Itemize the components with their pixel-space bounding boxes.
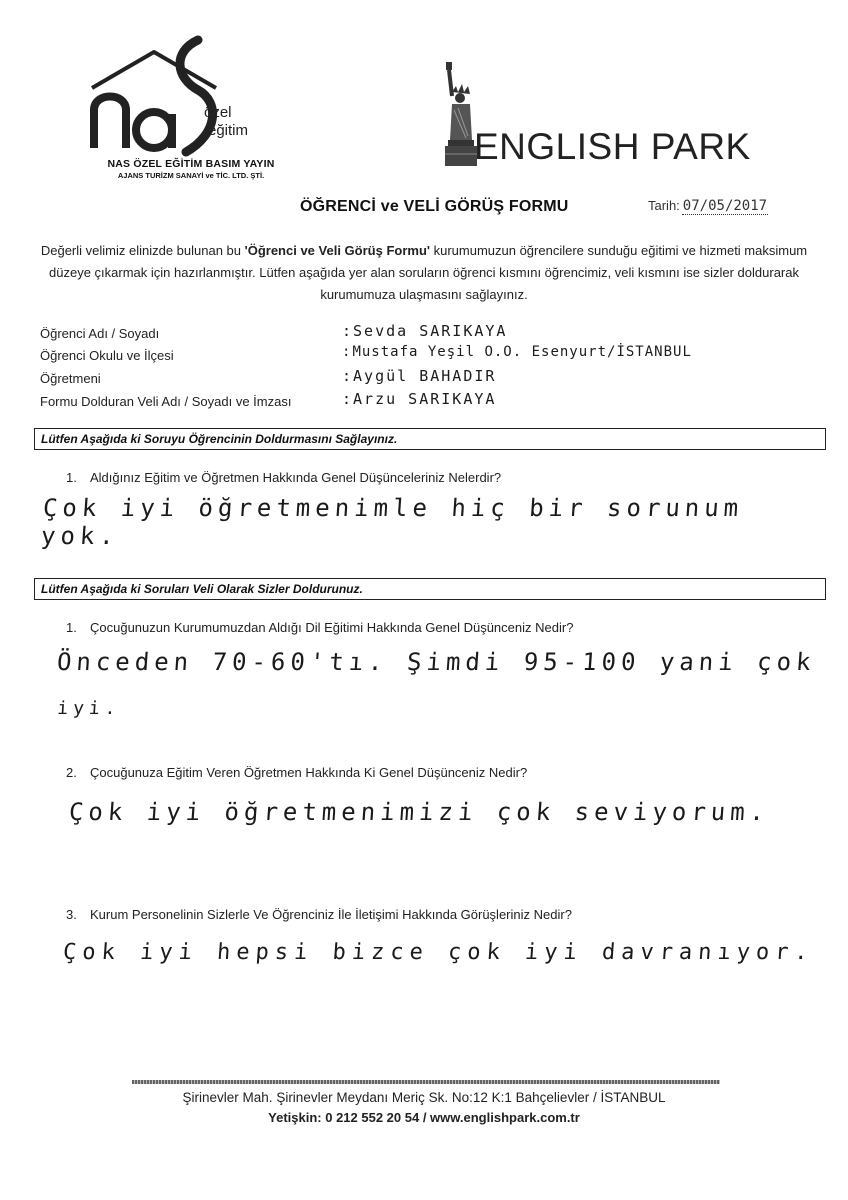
date-value: 07/05/2017 (682, 198, 768, 214)
question-number: 1. (66, 620, 77, 635)
nas-egitim-text: eğitim (208, 122, 249, 139)
student-question-1 (66, 470, 501, 485)
parent-question-2 (66, 765, 527, 780)
student-name-value: : Sevda SARIKAYA (342, 322, 508, 340)
student-school-label: Öğrenci Okulu ve İlçesi (40, 348, 174, 363)
intro-suffix: kurumumuzun öğrencilere sunduğu eğitimi ve hizmeti maksimum düzeye çıkarmak için hazırlanmıştır. Lütfen aşağıda yer alan soruların öğrenci kısmını öğrencimiz, veli kısmını ise sizler doldurarak kurumumuza ulaşmasını sağlayınız. (49, 243, 808, 302)
footer-contact: Yetişkin: 0 212 552 20 54 / www.englishpark.com.tr (268, 1110, 580, 1125)
english-park-logo (440, 60, 780, 170)
question-number: 1. (66, 470, 77, 485)
question-text: Aldığınız Eğitim ve Öğretmen Hakkında Genel Düşünceleriniz Nelerdir? (90, 470, 502, 485)
date-label: Tarih: (648, 198, 680, 213)
teacher-text: Aygül BAHADIR (353, 367, 497, 385)
english-park-text: ENGLISH PARK (474, 126, 751, 167)
intro-form-name: 'Öğrenci ve Veli Görüş Formu' (244, 243, 430, 258)
footer-divider (132, 1080, 720, 1084)
question-number: 2. (66, 765, 77, 780)
parent-text: Arzu SARIKAYA (353, 390, 497, 408)
question-text: Çocuğunuzun Kurumumuzdan Aldığı Dil Eğitimi Hakkında Genel Düşünceniz Nedir? (90, 620, 574, 635)
nas-logo-mark (80, 30, 290, 160)
student-name-label: Öğrenci Adı / Soyadı (40, 326, 160, 341)
parent-answer-1-line-2: iyi. (56, 698, 122, 719)
date-field (648, 198, 768, 214)
nas-company-name (86, 158, 296, 180)
nas-company-line1: NAS ÖZEL EĞİTİM BASIM YAYIN (107, 158, 275, 170)
teacher-label: Öğretmeni (40, 371, 101, 386)
question-text: Çocuğunuza Eğitim Veren Öğretmen Hakkında Ki Genel Düşünceniz Nedir? (90, 765, 528, 780)
nas-company-line2: AJANS TURİZM SANAYİ ve TİC. LTD. ŞTİ. (117, 171, 265, 180)
form-title: ÖĞRENCİ ve VELİ GÖRÜŞ FORMU (300, 198, 569, 215)
parent-answer-2: Çok iyi öğretmenimizi çok seviyorum. (68, 798, 771, 826)
student-school-text: Mustafa Yeşil O.O. Esenyurt/İSTANBUL (352, 344, 692, 360)
parent-question-1 (66, 620, 573, 635)
parent-value: : Arzu SARIKAYA (342, 390, 497, 408)
intro-paragraph (28, 240, 820, 306)
parent-question-3 (66, 907, 572, 922)
question-number: 3. (66, 907, 77, 922)
intro-prefix: Değerli velimiz elinizde bulunan bu (40, 243, 245, 258)
student-name-text: Sevda SARIKAYA (353, 322, 508, 340)
parent-label: Formu Dolduran Veli Adı / Soyadı ve İmzası (40, 394, 292, 409)
student-answer-1: Çok iyi öğretmenimle hiç bir sorunum yok. (40, 494, 745, 550)
student-section-header: Lütfen Aşağıda ki Soruyu Öğrencinin Doldurmasını Sağlayınız. (34, 428, 826, 450)
nas-ozel-text: özel (204, 104, 232, 121)
student-school-value: : Mustafa Yeşil O.O. Esenyurt/İSTANBUL (342, 344, 692, 360)
footer-address: Şirinevler Mah. Şirinevler Meydanı Meriç Sk. No:12 K:1 Bahçelievler / İSTANBUL (182, 1090, 666, 1105)
question-text: Kurum Personelinin Sizlerle Ve Öğrenciniz İle İletişimi Hakkında Görüşleriniz Nedir? (90, 907, 572, 922)
nas-logo (80, 30, 290, 180)
parent-section-header: Lütfen Aşağıda ki Soruları Veli Olarak Sizler Doldurunuz. (34, 578, 826, 600)
parent-answer-1-line-1: Önceden 70-60'tı. Şimdi 95-100 yani çok (56, 648, 817, 676)
parent-answer-3: Çok iyi hepsi bizce çok iyi davranıyor. (62, 940, 815, 965)
teacher-value: : Aygül BAHADIR (342, 367, 497, 385)
